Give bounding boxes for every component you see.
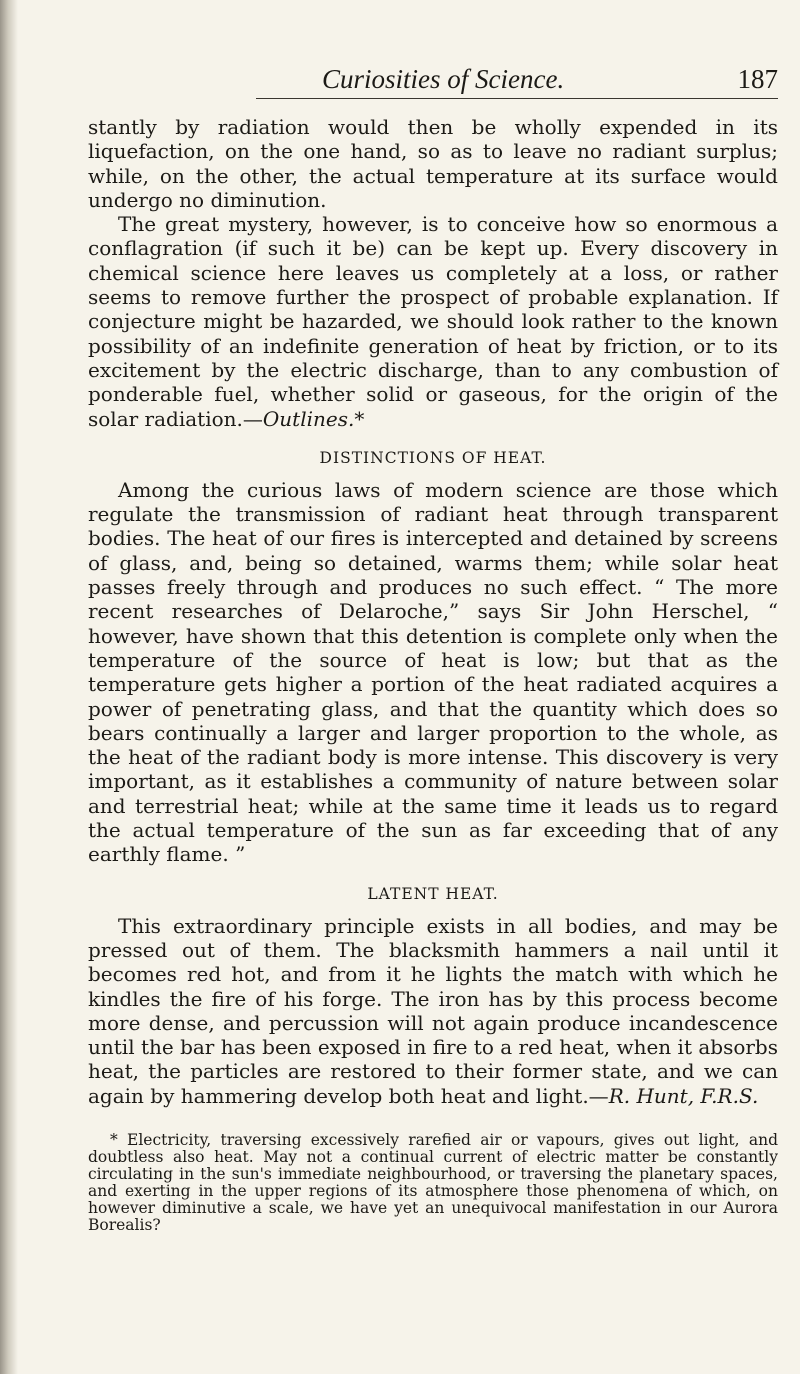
source-citation: R. Hunt, F.R.S. — [608, 1083, 759, 1108]
paragraph-text: This extraordinary principle exists in all bodies, and may be pressed out of them. The blacksmith hammers a nail until it becomes red hot, and from it he lights the match with which he kindles the fire of his forge. The iron has by this process become more dense, and percussion will not again produce incandescence until the bar has been exposed in fire to a red heat, when it absorbs heat, the particles are restored to their former state, and we can again by hammering develop both heat and light.— — [88, 913, 778, 1108]
page-header — [256, 58, 778, 99]
book-page — [88, 58, 778, 1234]
source-citation: Outlines.* — [262, 406, 365, 431]
page-body — [88, 115, 778, 1234]
page-number: 187 — [737, 64, 778, 94]
paragraph-latent-heat — [88, 914, 778, 1108]
paragraph-distinctions: Among the curious laws of modern science are those which regulate the transmission of radiant heat through transparent bodies. The heat of our fires is intercepted and detained by screens of glass, and, being so detained, warms them; while solar heat passes freely through and produces no such effect. “ The more recent researches of Delaroche,” says Sir John Herschel, “ however, have shown that this detention is complete only when the temperature of the source of heat is low; but that as the temperature gets higher a portion of the heat radiated acquires a power of penetrating glass, and that the quantity which does so bears continually a larger and larger proportion to the whole, as the heat of the radiant body is more intense. This discovery is very important, as it establishes a community of nature between solar and terrestrial heat; while at the same time it leads us to regard the actual temperature of the sun as far exceeding that of any earthly flame. ” — [88, 477, 778, 867]
section-heading-distinctions: DISTINCTIONS OF HEAT. — [319, 448, 547, 467]
paragraph-great-mystery — [88, 212, 778, 431]
running-head: Curiosities of Science. — [322, 64, 565, 94]
footnote: * Electricity, traversing excessively rarefied air or vapours, gives out light, and doubtless also heat. May not a continual current of electric matter be constantly circulating in the sun's immediate neighbourhood, or traversing the planetary spaces, and exerting in the upper regions of its atmosphere those phenomena of which, on however diminutive a scale, we have yet an unequivocal manifestation in our Aurora Borealis? — [88, 1130, 778, 1234]
section-heading-latent-heat: LATENT HEAT. — [367, 884, 499, 903]
paragraph-text: The great mystery, however, is to conceive how so enormous a conflagration (if such it be) can be kept up. Every discovery in chemical science here leaves us completely at a loss, or rather seems to remove further the prospect of probable explanation. If conjecture might be hazarded, we should look rather to the known possibility of an indefinite generation of heat by friction, or to its excitement by the electric discharge, than to any combustion of ponderable fuel, whether solid or gaseous, for the origin of the solar radiation.— — [88, 212, 778, 431]
page-binding-edge — [0, 0, 18, 1374]
paragraph-continued: stantly by radiation would then be wholly expended in its liquefaction, on the one hand, so as to leave no radiant surplus; while, on the other, the actual temperature at its surface would undergo no diminution. — [88, 115, 778, 212]
